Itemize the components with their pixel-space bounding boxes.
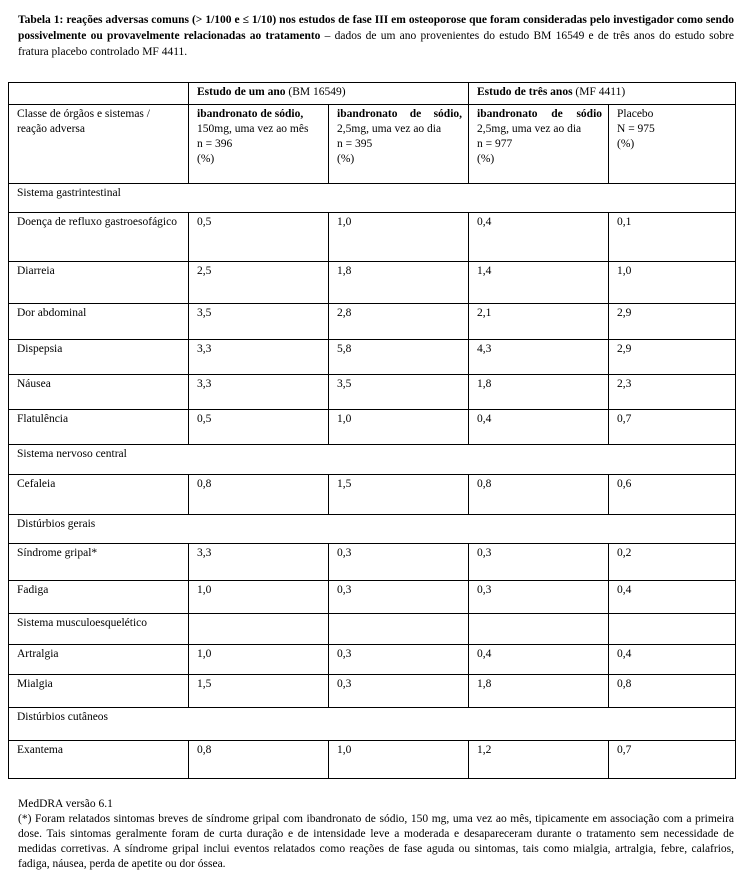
footnote-flu: (*) Foram relatados sintomas breves de síndrome gripal com ibandronato de sódio, 150 mg, uma vez ao mês, tipicamente em associação com a primeira dose. Tais sintomas geralmente foram de curta duração e de intensidade leve a moderada e desapareceram durante o tratamento sem necessidade de medidas corretivas. A síndrome gripal inclui eventos relatados como reações de fase aguda ou sintomas, tais como mialgia, artralgia, febre, calafrios, fadiga, náusea, perda de apetite ou dor óssea. xyxy=(18,813,734,870)
col4-header: Placebo N = 975 (%) xyxy=(609,105,736,184)
study2-header: Estudo de três anos (MF 4411) xyxy=(469,83,736,105)
table-row: Náusea 3,3 3,5 1,8 2,3 xyxy=(9,375,736,410)
col3-header: ibandronato de sódio 2,5mg, uma vez ao dia n = 977 (%) xyxy=(469,105,609,184)
col1-header: ibandronato de sódio, 150mg, uma vez ao mês n = 396 (%) xyxy=(189,105,329,184)
category-row: Sistema musculoesquelético xyxy=(9,614,736,645)
category-row: Sistema nervoso central xyxy=(9,445,736,475)
class-label-header: Classe de órgãos e sistemas / reação adversa xyxy=(9,105,189,184)
caption-rest: – dados de um ano provenientes do estudo BM 16549 e de três anos do estudo sobre fratura placebo controlado MF 4411. xyxy=(18,30,734,58)
table-row: Diarreia 2,5 1,8 1,4 1,0 xyxy=(9,262,736,304)
column-header-row xyxy=(9,105,736,184)
table-row: Doença de refluxo gastroesofágico 0,5 1,0 0,4 0,1 xyxy=(9,213,736,262)
table-row: Fadiga 1,0 0,3 0,3 0,4 xyxy=(9,581,736,614)
table-row: Síndrome gripal* 3,3 0,3 0,3 0,2 xyxy=(9,544,736,581)
table-caption xyxy=(18,12,734,60)
study-header-row xyxy=(9,83,736,105)
footnotes xyxy=(18,797,734,872)
category-row: Distúrbios cutâneos xyxy=(9,708,736,741)
table-row: Cefaleia 0,8 1,5 0,8 0,6 xyxy=(9,475,736,515)
table-row: Dispepsia 3,3 5,8 4,3 2,9 xyxy=(9,340,736,375)
table-row: Artralgia 1,0 0,3 0,4 0,4 xyxy=(9,645,736,675)
caption-bold: Tabela 1: reações adversas comuns (> 1/100 e ≤ 1/10) nos estudos de fase III em osteoporose que foram consideradas pelo investigador como sendo possivelmente ou provavelmente relacionadas ao tratamento xyxy=(18,14,734,42)
table-row: Exantema 0,8 1,0 1,2 0,7 xyxy=(9,741,736,779)
adverse-reactions-table xyxy=(8,82,736,779)
category-row: Distúrbios gerais xyxy=(9,515,736,544)
category-row: Sistema gastrintestinal xyxy=(9,184,736,213)
col2-header: ibandronato de sódio, 2,5mg, uma vez ao dia n = 395 (%) xyxy=(329,105,469,184)
study1-header: Estudo de um ano (BM 16549) xyxy=(189,83,469,105)
meddra-version: MedDRA versão 6.1 xyxy=(18,798,113,810)
empty-header-cell xyxy=(9,83,189,105)
table-row: Dor abdominal 3,5 2,8 2,1 2,9 xyxy=(9,304,736,340)
table-row: Flatulência 0,5 1,0 0,4 0,7 xyxy=(9,410,736,445)
table-row: Mialgia 1,5 0,3 1,8 0,8 xyxy=(9,675,736,708)
